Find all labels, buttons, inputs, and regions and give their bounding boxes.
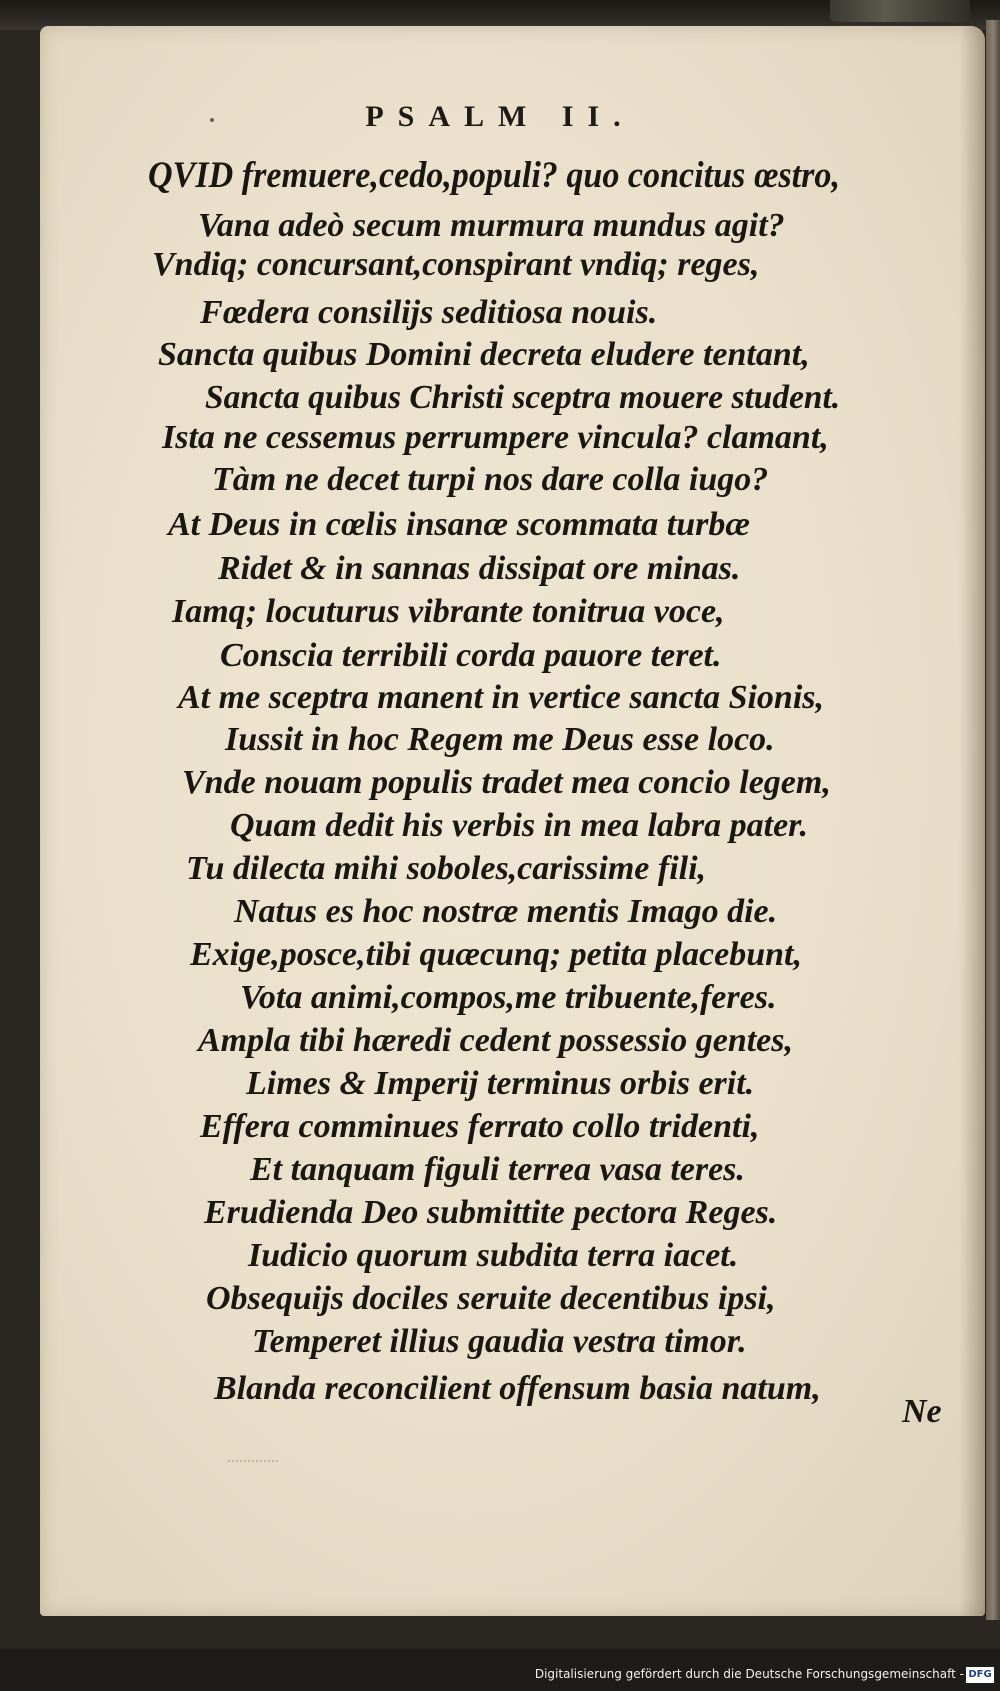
verse-line: Temperet illius gaudia vestra timor. <box>252 1323 747 1360</box>
verse-line: Effera comminues ferrato collo tridenti, <box>200 1108 760 1145</box>
verse-line: Iussit in hoc Regem me Deus esse loco. <box>225 721 775 758</box>
verse-line: Sancta quibus Christi sceptra mouere student. <box>205 379 841 416</box>
verse-line: Exige,posce,tibi quæcunq; petita placebunt, <box>190 936 802 973</box>
verse-line: Vnde nouam populis tradet mea concio legem, <box>182 764 831 801</box>
book-spine <box>830 0 970 22</box>
verse-line: Quam dedit his verbis in mea labra pater. <box>230 807 809 844</box>
verse-line: Ampla tibi hæredi cedent possessio gentes, <box>198 1022 793 1059</box>
verse-line: Vana adeò secum murmura mundus agit? <box>198 207 785 244</box>
verse-line: At me sceptra manent in vertice sancta Sionis, <box>178 679 825 716</box>
verse-line: Vndiq; concursant,conspirant vndiq; reges, <box>152 246 760 283</box>
verse-line: Iudicio quorum subdita terra iacet. <box>248 1237 739 1274</box>
verse-line: Et tanquam figuli terrea vasa teres. <box>250 1151 745 1188</box>
verse-line: Tu dilecta mihi soboles,carissime fili, <box>186 850 707 887</box>
verse-line: Natus es hoc nostræ mentis Imago die. <box>234 893 778 930</box>
catchword: Ne <box>902 1393 942 1430</box>
verse-line: Iamq; locuturus vibrante tonitrua voce, <box>172 593 725 630</box>
verse-line: At Deus in cœlis insanæ scommata turbæ <box>168 506 750 543</box>
verse-line: QVID fremuere,cedo,populi? quo concitus œstro, <box>148 155 840 196</box>
faint-ink-mark <box>228 1460 278 1476</box>
verse-line: Ista ne cessemus perrumpere vincula? clamant, <box>162 419 829 456</box>
verse-line: Vota animi,compos,me tribuente,feres. <box>240 979 777 1016</box>
footer-bar <box>0 1649 1000 1691</box>
verse-line: Erudienda Deo submittite pectora Reges. <box>204 1194 778 1231</box>
funding-credit: Digitalisierung gefördert durch die Deutsche Forschungsgemeinschaft - <box>534 1667 964 1681</box>
running-head: PSALM II. <box>365 100 635 133</box>
dfg-logo: DFG <box>966 1667 994 1683</box>
verse-line: Sancta quibus Domini decreta eludere tentant, <box>158 336 810 373</box>
verse-line: Fœdera consilijs seditiosa nouis. <box>200 294 658 331</box>
page-edge <box>986 20 1000 1620</box>
verse-line: Limes & Imperij terminus orbis erit. <box>246 1065 755 1102</box>
verse-line: Tàm ne decet turpi nos dare colla iugo? <box>212 461 769 498</box>
verse-line: Obsequijs dociles seruite decentibus ipsi, <box>206 1280 776 1317</box>
verse-line: Blanda reconcilient offensum basia natum, <box>214 1370 821 1407</box>
verse-line: Conscia terribili corda pauore teret. <box>220 637 722 674</box>
verse-line: Ridet & in sannas dissipat ore minas. <box>218 550 741 587</box>
